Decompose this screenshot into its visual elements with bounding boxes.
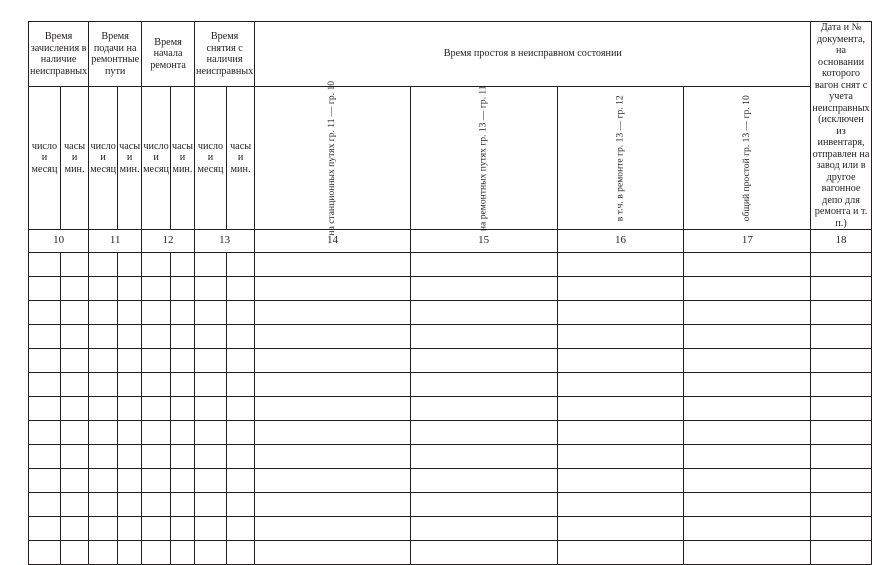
- table-cell: [557, 325, 684, 349]
- table-cell: [170, 517, 194, 541]
- table-cell: [118, 541, 142, 565]
- table-cell: [557, 301, 684, 325]
- table-cell: [170, 373, 194, 397]
- table-cell: [60, 325, 88, 349]
- table-cell: [170, 469, 194, 493]
- column-number-14: 14: [255, 230, 411, 253]
- sub-header-11-date: [89, 87, 118, 230]
- table-cell: [410, 253, 557, 277]
- table-cell: [226, 301, 254, 325]
- table-cell: [226, 349, 254, 373]
- table-cell: [29, 373, 61, 397]
- table-cell: [255, 469, 411, 493]
- table-cell: [89, 493, 118, 517]
- table-cell: [118, 349, 142, 373]
- table-cell: [255, 253, 411, 277]
- table-cell: [255, 301, 411, 325]
- table-cell: [811, 349, 871, 373]
- table-cell: [142, 469, 171, 493]
- table-cell: [410, 493, 557, 517]
- table-cell: [60, 493, 88, 517]
- sub-header-13-time-text: часы и мин.: [230, 140, 252, 175]
- column-number-10: 10: [29, 230, 89, 253]
- table-cell: [557, 517, 684, 541]
- table-cell: [60, 445, 88, 469]
- table-cell: [255, 445, 411, 469]
- column-number-13: 13: [195, 230, 255, 253]
- table-row: [29, 277, 872, 301]
- group-header-18-text: Дата и № документа, на основании которого вагон снят с учета неисправных (исключен из инвентаря, отправлен на завод или в другое вагонное депо для ремонта и т. п.): [812, 22, 870, 229]
- table-cell: [170, 253, 194, 277]
- table-cell: [811, 541, 871, 565]
- group-header-10: [29, 22, 89, 87]
- table-row: [29, 493, 872, 517]
- column-number-15: 15: [410, 230, 557, 253]
- sub-header-10-date: [29, 87, 61, 230]
- table-cell: [226, 373, 254, 397]
- table-cell: [170, 277, 194, 301]
- table-cell: [684, 277, 811, 301]
- group-header-11-text: Время подачи на ремонтные пути: [91, 31, 140, 77]
- table-cell: [89, 469, 118, 493]
- table-cell: [60, 301, 88, 325]
- downtime-table: [28, 21, 872, 565]
- sub-header-14-text: на станционных путях гр. 11 — гр. 10: [326, 81, 338, 237]
- sub-header-10-time: [60, 87, 88, 230]
- table-cell: [410, 325, 557, 349]
- table-cell: [811, 469, 871, 493]
- table-cell: [89, 397, 118, 421]
- table-cell: [557, 253, 684, 277]
- sub-header-13-time: [226, 87, 254, 230]
- table-cell: [410, 373, 557, 397]
- table-row: [29, 301, 872, 325]
- table-cell: [170, 349, 194, 373]
- table-cell: [60, 253, 88, 277]
- table-cell: [195, 349, 227, 373]
- table-cell: [89, 517, 118, 541]
- table-cell: [118, 469, 142, 493]
- table-cell: [29, 301, 61, 325]
- table-cell: [89, 253, 118, 277]
- table-cell: [195, 277, 227, 301]
- table-cell: [557, 493, 684, 517]
- table-cell: [684, 493, 811, 517]
- column-number-16: 16: [557, 230, 684, 253]
- table-row: [29, 421, 872, 445]
- table-cell: [29, 445, 61, 469]
- header-group-row: [29, 22, 872, 87]
- table-cell: [60, 517, 88, 541]
- table-cell: [195, 397, 227, 421]
- column-number-11: 11: [89, 230, 142, 253]
- table-cell: [142, 445, 171, 469]
- table-cell: [255, 541, 411, 565]
- table-cell: [684, 421, 811, 445]
- column-number-17: 17: [684, 230, 811, 253]
- table-cell: [684, 301, 811, 325]
- table-row: [29, 397, 872, 421]
- table-cell: [226, 277, 254, 301]
- table-cell: [170, 325, 194, 349]
- group-header-12-text: Время начала ремонта: [150, 36, 186, 71]
- table-cell: [195, 421, 227, 445]
- table-cell: [118, 421, 142, 445]
- group-header-11: [89, 22, 142, 87]
- table-cell: [142, 397, 171, 421]
- table-cell: [255, 421, 411, 445]
- table-cell: [60, 421, 88, 445]
- table-cell: [142, 421, 171, 445]
- table-cell: [60, 397, 88, 421]
- table-row: [29, 325, 872, 349]
- table-cell: [226, 469, 254, 493]
- sub-header-16: [557, 87, 684, 230]
- table-cell: [118, 397, 142, 421]
- sub-header-11-date-text: число и месяц: [90, 140, 117, 175]
- table-cell: [29, 325, 61, 349]
- table-cell: [29, 421, 61, 445]
- table-cell: [170, 493, 194, 517]
- group-header-13: [195, 22, 255, 87]
- table-cell: [89, 445, 118, 469]
- table-cell: [226, 397, 254, 421]
- table-cell: [410, 541, 557, 565]
- table-cell: [255, 325, 411, 349]
- table-cell: [557, 445, 684, 469]
- table-cell: [170, 541, 194, 565]
- table-row: [29, 349, 872, 373]
- table-cell: [226, 445, 254, 469]
- table-cell: [89, 373, 118, 397]
- table-cell: [60, 373, 88, 397]
- table-cell: [118, 373, 142, 397]
- table-cell: [142, 277, 171, 301]
- table-cell: [60, 277, 88, 301]
- table-cell: [557, 469, 684, 493]
- group-header-14-17: [255, 22, 811, 87]
- table-cell: [89, 421, 118, 445]
- table-cell: [410, 397, 557, 421]
- sub-header-11-time-text: часы и мин.: [119, 140, 141, 175]
- table-cell: [170, 445, 194, 469]
- table-cell: [684, 541, 811, 565]
- table-cell: [142, 493, 171, 517]
- table-cell: [684, 349, 811, 373]
- table-cell: [557, 277, 684, 301]
- group-header-13-text: Время снятия с наличия неисправных: [196, 31, 254, 77]
- table-cell: [255, 373, 411, 397]
- table-cell: [142, 541, 171, 565]
- table-cell: [811, 397, 871, 421]
- table-cell: [557, 421, 684, 445]
- sub-header-12-time-text: часы и мин.: [171, 140, 193, 175]
- table-row: [29, 373, 872, 397]
- table-cell: [226, 253, 254, 277]
- table-cell: [811, 373, 871, 397]
- table-cell: [684, 373, 811, 397]
- table-cell: [410, 301, 557, 325]
- sub-header-12-date-text: число и месяц: [143, 140, 169, 175]
- table-cell: [89, 277, 118, 301]
- table-cell: [811, 325, 871, 349]
- table-cell: [29, 517, 61, 541]
- table-cell: [118, 277, 142, 301]
- table-cell: [118, 493, 142, 517]
- table-cell: [255, 517, 411, 541]
- table-cell: [89, 301, 118, 325]
- group-header-18: [811, 22, 871, 230]
- table-row: [29, 541, 872, 565]
- table-cell: [142, 325, 171, 349]
- table-cell: [89, 349, 118, 373]
- table-cell: [142, 373, 171, 397]
- table-cell: [226, 421, 254, 445]
- table-cell: [410, 517, 557, 541]
- sub-header-10-time-text: часы и мин.: [64, 140, 86, 175]
- table-cell: [195, 469, 227, 493]
- table-cell: [684, 253, 811, 277]
- sub-header-10-date-text: число и месяц: [31, 140, 58, 175]
- table-row: [29, 517, 872, 541]
- table-cell: [811, 277, 871, 301]
- sub-header-13-date: [195, 87, 227, 230]
- table-cell: [811, 253, 871, 277]
- table-cell: [89, 541, 118, 565]
- table-cell: [60, 541, 88, 565]
- table-cell: [226, 493, 254, 517]
- table-cell: [118, 301, 142, 325]
- sub-header-11-time: [118, 87, 142, 230]
- table-cell: [195, 325, 227, 349]
- table-cell: [142, 253, 171, 277]
- table-cell: [29, 253, 61, 277]
- table-cell: [60, 469, 88, 493]
- table-cell: [684, 469, 811, 493]
- table-cell: [195, 445, 227, 469]
- table-cell: [684, 325, 811, 349]
- sub-header-12-time: [170, 87, 194, 230]
- table-cell: [410, 445, 557, 469]
- table-cell: [142, 349, 171, 373]
- table-cell: [118, 253, 142, 277]
- table-cell: [29, 469, 61, 493]
- table-cell: [118, 517, 142, 541]
- table-row: [29, 253, 872, 277]
- table-cell: [170, 397, 194, 421]
- column-number-18: 18: [811, 230, 871, 253]
- table-cell: [557, 349, 684, 373]
- table-cell: [29, 493, 61, 517]
- table-cell: [684, 397, 811, 421]
- sub-header-17: [684, 87, 811, 230]
- table-cell: [684, 445, 811, 469]
- table-cell: [170, 301, 194, 325]
- header-sub-row: [29, 87, 872, 230]
- table-cell: [29, 541, 61, 565]
- group-header-12: [142, 22, 195, 87]
- column-number-12: 12: [142, 230, 195, 253]
- table-row: [29, 445, 872, 469]
- table-cell: [118, 445, 142, 469]
- table-cell: [29, 397, 61, 421]
- table-cell: [226, 541, 254, 565]
- table-cell: [410, 469, 557, 493]
- sub-header-15-text: на ремонтных путях гр. 13 — гр. 11: [477, 85, 489, 232]
- group-header-10-text: Время зачисления в наличие неисправных: [30, 31, 88, 77]
- table-cell: [255, 277, 411, 301]
- table-cell: [811, 301, 871, 325]
- table-cell: [170, 421, 194, 445]
- table-cell: [89, 325, 118, 349]
- table-cell: [255, 349, 411, 373]
- table-cell: [255, 493, 411, 517]
- table-cell: [410, 349, 557, 373]
- table-cell: [226, 325, 254, 349]
- table-cell: [142, 517, 171, 541]
- table-cell: [811, 421, 871, 445]
- table-cell: [410, 277, 557, 301]
- table-cell: [118, 325, 142, 349]
- table-cell: [29, 277, 61, 301]
- sub-header-15: [410, 87, 557, 230]
- table-cell: [142, 301, 171, 325]
- table-cell: [557, 541, 684, 565]
- table-cell: [684, 517, 811, 541]
- sub-header-12-date: [142, 87, 171, 230]
- table-cell: [410, 421, 557, 445]
- table-cell: [557, 397, 684, 421]
- sub-header-17-text: общий простой гр. 13 — гр. 10: [741, 95, 753, 222]
- table-cell: [60, 349, 88, 373]
- sub-header-14: [255, 81, 411, 237]
- table-cell: [226, 517, 254, 541]
- table-row: [29, 469, 872, 493]
- table-cell: [811, 445, 871, 469]
- table-cell: [557, 373, 684, 397]
- column-number-row: [29, 230, 872, 253]
- table-cell: [195, 301, 227, 325]
- sub-header-16-text: в т.ч. в ремонте гр. 13 — гр. 12: [614, 95, 626, 222]
- sub-header-13-date-text: число и месяц: [197, 140, 224, 175]
- table-cell: [811, 493, 871, 517]
- table-cell: [195, 517, 227, 541]
- group-header-14-17-text: Время простоя в неисправном состоянии: [443, 48, 622, 60]
- table-cell: [195, 373, 227, 397]
- table-cell: [195, 253, 227, 277]
- table-cell: [195, 541, 227, 565]
- table-cell: [255, 397, 411, 421]
- table-cell: [195, 493, 227, 517]
- table-cell: [29, 349, 61, 373]
- table-cell: [811, 517, 871, 541]
- blank-rows: [29, 253, 872, 565]
